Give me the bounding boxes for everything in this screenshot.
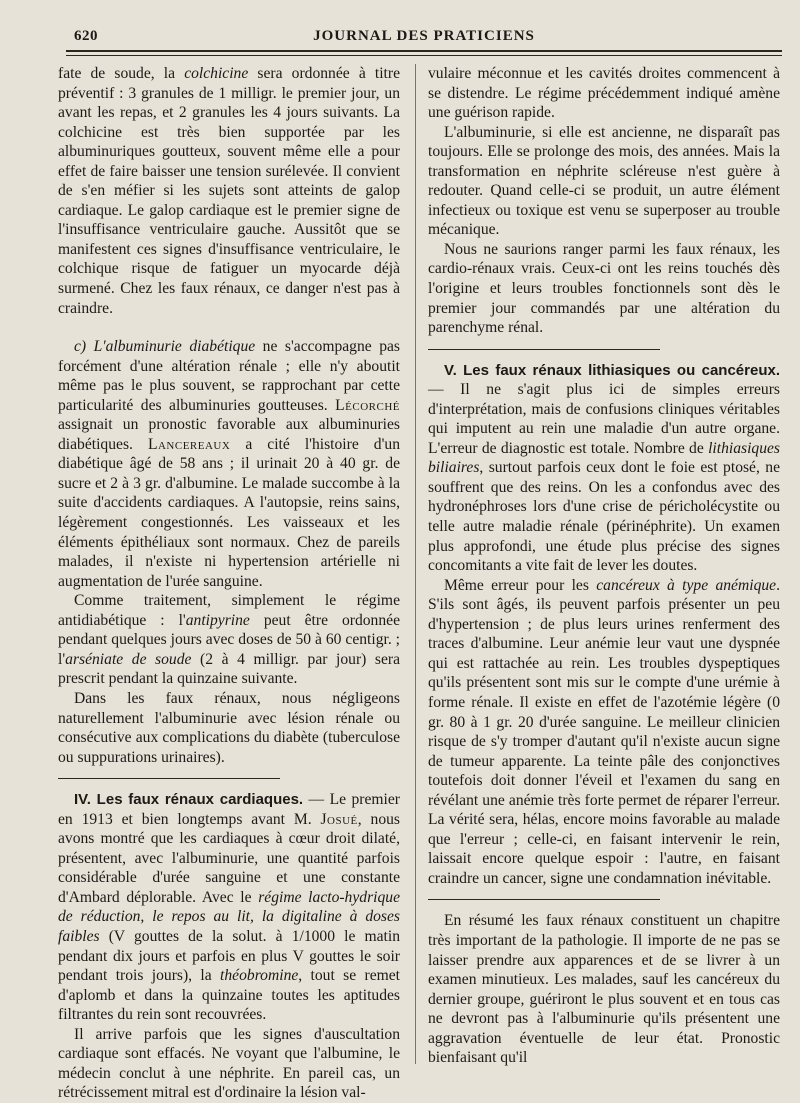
page-number: 620 [74,28,98,44]
cancer-paragraph: Même erreur pour les cancéreux à type anémique. S'ils sont âgés, ils peuvent parfois présenter un peu d'hypertension ; de plus leurs urines renferment des traces d'albumine. Leur anémie leur vaut une dyspnée qui est rattachée au rein. Les troubles dyspeptiques qu'ils présentent sont mis sur le compte d'une urémie à forme rénale. Il existe en effet de l'azotémie légère (0 gr. 80 à 1 gr. 20 d'urée sanguine. Le meilleur clinicien risque de s'y tromper d'autant qu'il n'existe aucun signe de tumeur apparente. La teinte pâle des conjonctives toutefois doit donner l'éveil et l'examen du sang en révélant une anémie très forte permet de réparer l'erreur. La vérité sera, hélas, encore moins favorable au malade que l'erreur ; celle-ci, en faisant intervenir le rein, laissait encore quelque espoir : l'autre, en faisant craindre un cancer, signe une condamnation inévitable. [428,576,780,887]
colchicine-paragraph: fate de soude, la colchicine sera ordonnée à titre préventif : 3 granules de 1 milligr. le premier jour, un avant les repas, et 2 granules les 4 jours suivants. La colchicine est très bien supportée par les albuminuriques goutteux, souvent même elle a pour effet de faire baisser une tension surélevée. Il convient de s'en méfier si les sujets sont atteints de galop cardiaque. Le galop cardiaque est le premier signe de l'insuffisance ventriculaire gauche. Aussitôt que se manifestent ces signes d'insuffisance ventriculaire, le colchique risque de fatiguer un myocarde déjà surmené. Chez les faux rénaux, ce danger n'est pas à craindre. [58,65,401,317]
section-separator [58,778,280,779]
header-rule-thick [66,50,782,52]
section-iv-heading: IV. Les faux rénaux cardiaques. [74,791,304,809]
diabetic-albuminuria-paragraph: c) L'albuminurie diabétique ne s'accompagne pas forcément d'une altération rénale ; elle n'y aboutit même pas le plus souvent, se rapprochant par cette particularité des albuminuries goutteuses. Lécorché assignait un pronostic favorable aux albuminuries diabétiques. Lancereaux a cité l'histoire d'un diabétique âgé de 58 ans ; il urinait 20 à 40 gr. de sucre et 2 à 3 gr. d'albumine. Le malade succombe à la suite d'accidents cardiaques. A l'autopsie, reins sains, légèrement congestionnés. Les vaisseaux et les éléments épithéliaux sont normaux. Chez de pareils malades, il n'existe ni hypertension artérielle ni augmentation de l'urée sanguine. [58,338,400,590]
column-divider [415,64,416,1064]
valvular-paragraph: vulaire méconnue et les cavités droites commencent à se distendre. Le régime précédemment indiqué amène une guérison rapide. [428,65,780,122]
section-v-heading: V. Les faux rénaux lithiasiques ou cancéreux. [444,361,780,379]
complications-paragraph: Dans les faux rénaux, nous négligeons naturellement l'albuminurie avec lésion rénale ou consécutive aux complications du diabète (tuberculose ou suppurations urinaires). [58,689,400,766]
treatment-paragraph: Comme traitement, simplement le régime antidiabétique : l'antipyrine peut être ordonnée pendant quelques jours avec doses de 50 à 60 centigr. ; l'arséniate de soude (2 à 4 milligr. par jour) sera prescrit pendant la quinzaine suivante. [58,592,401,688]
section-iv-paragraph: IV. Les faux rénaux cardiaques. — Le premier en 1913 et bien longtemps avant M. Josué, nous avons montré que les cardiaques à cœur droit dilaté, présentent, avec l'albuminurie, une quantité parfois considérable d'urée sanguine et une constante d'Ambard déplorable. Avec le régime lacto-hydrique de réduction, le repos au lit, la digitaline à doses faibles (V gouttes de la solut. à 1/1000 le matin pendant dix jours et parfois en plus V gouttes le soir pendant trois jours), la théobromine, tout se remet d'aplomb et dans la quinzaine toutes les aptitudes filtrantes du rein sont recouvrées. [58,791,401,1024]
journal-title: JOURNAL DES PRATICIENS [313,28,535,44]
right-column [428,64,780,1068]
cardio-renal-paragraph: Nous ne saurions ranger parmi les faux rénaux, les cardio-rénaux vrais. Ceux-ci ont les reins touchés dès l'origine et leurs troubles fonctionnels sont dès le premier jour commandés par une altération du parenchyme rénal. [428,240,780,337]
left-column [58,64,400,1103]
section-separator [428,349,660,350]
summary-paragraph: En résumé les faux rénaux constituent un chapitre très important de la pathologie. Il importe de ne pas se laisser prendre aux apparences et de se livrer à un examen minutieux. Les malades, sauf les cancéreux du dernier groupe, guériront le plus souvent et en tous cas ne devront pas à l'albuminurie qu'ils présentent une aggravation éventuelle de leur état. Pronostic bienfaisant qu'il [428,912,780,1067]
section-separator [428,899,660,900]
albuminuria-duration-paragraph: L'albuminurie, si elle est ancienne, ne disparaît pas toujours. Elle se prolonge des mois, des années. Mais la transformation en néphrite scléreuse n'est guère à redouter. Quand celle-ci se produit, un autre élément infectieux ou toxique est venu se superposer au trouble mécanique. [428,123,780,239]
page-header [66,28,782,50]
header-rule-thin [66,55,782,56]
auscultation-paragraph: Il arrive parfois que les signes d'auscultation cardiaque sont effacés. Ne voyant que l'albumine, le médecin conclut à une néphrite. En pareil cas, un rétrécissement mitral est d'ordinaire la lésion val- [58,1025,400,1102]
section-v-paragraph: V. Les faux rénaux lithiasiques ou cancéreux. — Il ne s'agit plus ici de simples erreurs d'interprétation, mais de confusions cliniques véritables qui imputent au rein une maladie d'un autre organe. L'erreur de diagnostic est totale. Nombre de lithiasiques biliaires, surtout parfois ceux dont le foie est ptosé, ne souffrent que des reins. On les a confondus avec des hydronéphroses lors d'une crise de péricholécystite ou telle autre maladie rénale (périnéphrite). Un examen plus approfondi, une étude plus précise des signes concomitants a vite fait de lever les doutes. [428,361,780,575]
